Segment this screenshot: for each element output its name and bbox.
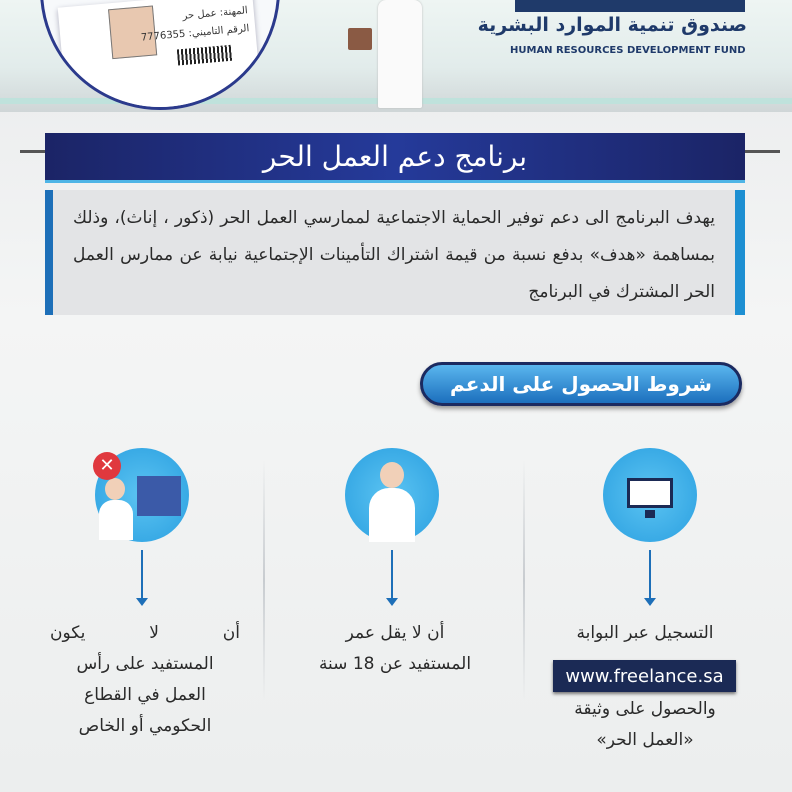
id-card-illustration: [40, 0, 280, 110]
program-description: يهدف البرنامج الى دعم توفير الحماية الاجتماعية لممارسي العمل الحر (ذكور ، إناث)، وذلك بمساهمة «هدف» بدفع نسبة من قيمة اشتراك التأمينات الإجتماعية نيابة عن ممارس العمل الحر المشترك في البرنامج: [45, 190, 745, 315]
arrow-down-icon: [649, 550, 651, 600]
man-illustration: [378, 0, 422, 108]
condition-3-line2: المستفيد على رأس: [76, 654, 214, 674]
condition-2-line2: المستفيد عن 18 سنة: [318, 654, 472, 674]
logo-arabic: صندوق تنمية الموارد البشرية: [477, 14, 747, 36]
condition-1-line3: «العمل الحر»: [596, 730, 694, 750]
cross-icon: ✕: [93, 452, 121, 480]
condition-3-line4: الحكومي أو الخاص: [78, 716, 212, 736]
person-icon: [345, 448, 439, 542]
id-card: [58, 0, 264, 110]
column-divider: [263, 460, 265, 700]
page-title: برنامج دعم العمل الحر: [45, 133, 745, 183]
logo-mark: [515, 0, 745, 12]
conditions-heading: شروط الحصول على الدعم: [420, 362, 742, 406]
card-number: الرقم التاميني: 7776355: [140, 23, 250, 44]
condition-3-line1: أن لا يكون: [50, 623, 240, 643]
condition-1-line1: التسجيل عبر البوابة: [576, 623, 714, 643]
arrow-down-icon: [141, 550, 143, 600]
freelance-url[interactable]: www.freelance.sa: [553, 660, 736, 692]
column-divider: [523, 460, 525, 700]
briefcase-icon: [348, 28, 372, 50]
condition-3-line3: العمل في القطاع: [84, 685, 206, 705]
barcode-icon: [177, 45, 233, 66]
condition-2-line1: أن لا يقل عمر: [345, 623, 445, 643]
logo-english: HUMAN RESOURCES DEVELOPMENT FUND: [510, 45, 746, 56]
computer-monitor-icon: [603, 448, 697, 542]
condition-1-line2: والحصول على وثيقة: [574, 699, 716, 719]
card-profession: المهنة: عمل حر: [182, 5, 249, 22]
arrow-down-icon: [391, 550, 393, 600]
